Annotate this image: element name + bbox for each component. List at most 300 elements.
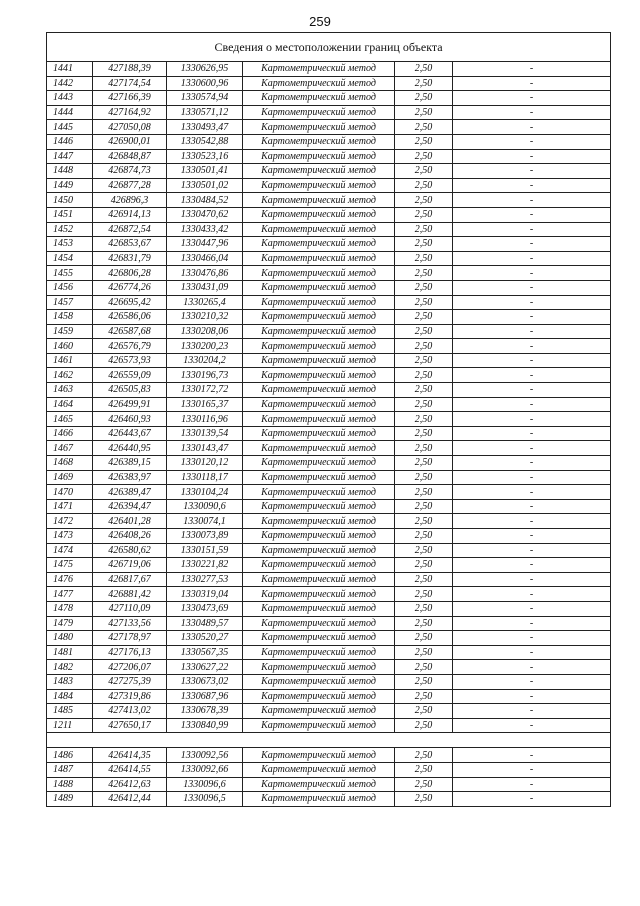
method-cell: Картометрический метод [243, 310, 395, 325]
x-coordinate-cell: 426559,09 [93, 368, 167, 383]
accuracy-cell: 2,50 [395, 368, 453, 383]
point-number-cell: 1458 [47, 310, 93, 325]
method-cell: Картометрический метод [243, 222, 395, 237]
accuracy-cell: 2,50 [395, 543, 453, 558]
description-cell: - [453, 689, 611, 704]
accuracy-cell: 2,50 [395, 105, 453, 120]
accuracy-cell: 2,50 [395, 792, 453, 807]
x-coordinate-cell: 426414,55 [93, 762, 167, 777]
method-cell: Картометрический метод [243, 660, 395, 675]
accuracy-cell: 2,50 [395, 631, 453, 646]
x-coordinate-cell: 427650,17 [93, 718, 167, 733]
description-cell: - [453, 266, 611, 281]
method-cell: Картометрический метод [243, 470, 395, 485]
x-coordinate-cell: 426505,83 [93, 383, 167, 398]
point-number-cell: 1484 [47, 689, 93, 704]
point-number-cell: 1485 [47, 704, 93, 719]
table-row [47, 164, 611, 179]
accuracy-cell: 2,50 [395, 134, 453, 149]
description-cell: - [453, 777, 611, 792]
description-cell: - [453, 178, 611, 193]
x-coordinate-cell: 427319,86 [93, 689, 167, 704]
method-cell: Картометрический метод [243, 485, 395, 500]
method-cell: Картометрический метод [243, 426, 395, 441]
accuracy-cell: 2,50 [395, 149, 453, 164]
description-cell: - [453, 412, 611, 427]
description-cell: - [453, 324, 611, 339]
y-coordinate-cell: 1330116,96 [167, 412, 243, 427]
description-cell: - [453, 587, 611, 602]
y-coordinate-cell: 1330466,04 [167, 251, 243, 266]
point-number-cell: 1476 [47, 572, 93, 587]
table-row [47, 266, 611, 281]
x-coordinate-cell: 427110,09 [93, 601, 167, 616]
y-coordinate-cell: 1330096,6 [167, 777, 243, 792]
point-number-cell: 1486 [47, 748, 93, 763]
table-row [47, 704, 611, 719]
table-row [47, 616, 611, 631]
method-cell: Картометрический метод [243, 149, 395, 164]
x-coordinate-cell: 426872,54 [93, 222, 167, 237]
y-coordinate-cell: 1330673,02 [167, 674, 243, 689]
x-coordinate-cell: 427166,39 [93, 91, 167, 106]
accuracy-cell: 2,50 [395, 426, 453, 441]
point-number-cell: 1443 [47, 91, 93, 106]
description-cell: - [453, 353, 611, 368]
method-cell: Картометрический метод [243, 645, 395, 660]
method-cell: Картометрический метод [243, 499, 395, 514]
description-cell: - [453, 616, 611, 631]
description-cell: - [453, 149, 611, 164]
point-number-cell: 1477 [47, 587, 93, 602]
table-row [47, 397, 611, 412]
accuracy-cell: 2,50 [395, 266, 453, 281]
point-number-cell: 1449 [47, 178, 93, 193]
table-row [47, 441, 611, 456]
point-number-cell: 1453 [47, 237, 93, 252]
y-coordinate-cell: 1330196,73 [167, 368, 243, 383]
accuracy-cell: 2,50 [395, 572, 453, 587]
method-cell: Картометрический метод [243, 748, 395, 763]
description-cell: - [453, 120, 611, 135]
y-coordinate-cell: 1330172,72 [167, 383, 243, 398]
method-cell: Картометрический метод [243, 762, 395, 777]
method-cell: Картометрический метод [243, 616, 395, 631]
accuracy-cell: 2,50 [395, 674, 453, 689]
table-row [47, 499, 611, 514]
accuracy-cell: 2,50 [395, 280, 453, 295]
point-number-cell: 1459 [47, 324, 93, 339]
y-coordinate-cell: 1330473,69 [167, 601, 243, 616]
x-coordinate-cell: 426394,47 [93, 499, 167, 514]
x-coordinate-cell: 426900,01 [93, 134, 167, 149]
description-cell: - [453, 499, 611, 514]
x-coordinate-cell: 426586,06 [93, 310, 167, 325]
point-number-cell: 1442 [47, 76, 93, 91]
x-coordinate-cell: 426881,42 [93, 587, 167, 602]
accuracy-cell: 2,50 [395, 383, 453, 398]
y-coordinate-cell: 1330687,96 [167, 689, 243, 704]
accuracy-cell: 2,50 [395, 310, 453, 325]
point-number-cell: 1472 [47, 514, 93, 529]
point-number-cell: 1457 [47, 295, 93, 310]
description-cell: - [453, 470, 611, 485]
description-cell: - [453, 572, 611, 587]
accuracy-cell: 2,50 [395, 412, 453, 427]
point-number-cell: 1452 [47, 222, 93, 237]
y-coordinate-cell: 1330542,88 [167, 134, 243, 149]
method-cell: Картометрический метод [243, 62, 395, 77]
method-cell: Картометрический метод [243, 397, 395, 412]
description-cell: - [453, 383, 611, 398]
y-coordinate-cell: 1330484,52 [167, 193, 243, 208]
method-cell: Картометрический метод [243, 266, 395, 281]
accuracy-cell: 2,50 [395, 339, 453, 354]
x-coordinate-cell: 426412,44 [93, 792, 167, 807]
table-row [47, 193, 611, 208]
y-coordinate-cell: 1330476,86 [167, 266, 243, 281]
y-coordinate-cell: 1330208,06 [167, 324, 243, 339]
table-row [47, 120, 611, 135]
point-number-cell: 1468 [47, 456, 93, 471]
y-coordinate-cell: 1330520,27 [167, 631, 243, 646]
y-coordinate-cell: 1330431,09 [167, 280, 243, 295]
x-coordinate-cell: 426695,42 [93, 295, 167, 310]
description-cell: - [453, 514, 611, 529]
x-coordinate-cell: 426414,35 [93, 748, 167, 763]
description-cell: - [453, 76, 611, 91]
point-number-cell: 1446 [47, 134, 93, 149]
table-row [47, 529, 611, 544]
method-cell: Картометрический метод [243, 587, 395, 602]
table-row [47, 572, 611, 587]
point-number-cell: 1489 [47, 792, 93, 807]
table-row [47, 105, 611, 120]
accuracy-cell: 2,50 [395, 193, 453, 208]
description-cell: - [453, 704, 611, 719]
method-cell: Картометрический метод [243, 674, 395, 689]
x-coordinate-cell: 426408,26 [93, 529, 167, 544]
accuracy-cell: 2,50 [395, 718, 453, 733]
method-cell: Картометрический метод [243, 572, 395, 587]
method-cell: Картометрический метод [243, 792, 395, 807]
x-coordinate-cell: 426874,73 [93, 164, 167, 179]
y-coordinate-cell: 1330165,37 [167, 397, 243, 412]
y-coordinate-cell: 1330470,62 [167, 207, 243, 222]
y-coordinate-cell: 1330319,04 [167, 587, 243, 602]
accuracy-cell: 2,50 [395, 499, 453, 514]
point-number-cell: 1480 [47, 631, 93, 646]
point-number-cell: 1475 [47, 558, 93, 573]
table-row [47, 178, 611, 193]
point-number-cell: 1447 [47, 149, 93, 164]
accuracy-cell: 2,50 [395, 76, 453, 91]
table-row [47, 339, 611, 354]
table-row [47, 587, 611, 602]
accuracy-cell: 2,50 [395, 558, 453, 573]
method-cell: Картометрический метод [243, 383, 395, 398]
x-coordinate-cell: 426499,91 [93, 397, 167, 412]
point-number-cell: 1456 [47, 280, 93, 295]
method-cell: Картометрический метод [243, 105, 395, 120]
description-cell: - [453, 339, 611, 354]
description-cell: - [453, 748, 611, 763]
method-cell: Картометрический метод [243, 207, 395, 222]
table-row [47, 91, 611, 106]
description-cell: - [453, 792, 611, 807]
table-row [47, 62, 611, 77]
accuracy-cell: 2,50 [395, 587, 453, 602]
y-coordinate-cell: 1330104,24 [167, 485, 243, 500]
method-cell: Картометрический метод [243, 295, 395, 310]
accuracy-cell: 2,50 [395, 397, 453, 412]
x-coordinate-cell: 427164,92 [93, 105, 167, 120]
table-row [47, 470, 611, 485]
y-coordinate-cell: 1330493,47 [167, 120, 243, 135]
table-row [47, 558, 611, 573]
page-number: 259 [309, 14, 331, 29]
x-coordinate-cell: 426853,67 [93, 237, 167, 252]
y-coordinate-cell: 1330678,39 [167, 704, 243, 719]
method-cell: Картометрический метод [243, 601, 395, 616]
x-coordinate-cell: 426774,26 [93, 280, 167, 295]
table-row [47, 295, 611, 310]
description-cell: - [453, 397, 611, 412]
point-number-cell: 1471 [47, 499, 93, 514]
table-row [47, 324, 611, 339]
x-coordinate-cell: 426580,62 [93, 543, 167, 558]
point-number-cell: 1466 [47, 426, 93, 441]
point-number-cell: 1488 [47, 777, 93, 792]
x-coordinate-cell: 427050,08 [93, 120, 167, 135]
accuracy-cell: 2,50 [395, 470, 453, 485]
x-coordinate-cell: 427174,54 [93, 76, 167, 91]
point-number-cell: 1483 [47, 674, 93, 689]
method-cell: Картометрический метод [243, 456, 395, 471]
table-row [47, 485, 611, 500]
table-row [47, 134, 611, 149]
y-coordinate-cell: 1330600,96 [167, 76, 243, 91]
description-cell: - [453, 62, 611, 77]
method-cell: Картометрический метод [243, 412, 395, 427]
description-cell: - [453, 601, 611, 616]
point-number-cell: 1445 [47, 120, 93, 135]
description-cell: - [453, 310, 611, 325]
x-coordinate-cell: 426877,28 [93, 178, 167, 193]
y-coordinate-cell: 1330277,53 [167, 572, 243, 587]
point-number-cell: 1482 [47, 660, 93, 675]
description-cell: - [453, 251, 611, 266]
accuracy-cell: 2,50 [395, 689, 453, 704]
x-coordinate-cell: 427176,13 [93, 645, 167, 660]
y-coordinate-cell: 1330221,82 [167, 558, 243, 573]
y-coordinate-cell: 1330501,02 [167, 178, 243, 193]
accuracy-cell: 2,50 [395, 748, 453, 763]
accuracy-cell: 2,50 [395, 353, 453, 368]
method-cell: Картометрический метод [243, 134, 395, 149]
x-coordinate-cell: 427413,02 [93, 704, 167, 719]
y-coordinate-cell: 1330090,6 [167, 499, 243, 514]
accuracy-cell: 2,50 [395, 324, 453, 339]
group-separator-row [47, 733, 611, 748]
y-coordinate-cell: 1330265,4 [167, 295, 243, 310]
accuracy-cell: 2,50 [395, 62, 453, 77]
table-row [47, 689, 611, 704]
y-coordinate-cell: 1330840,99 [167, 718, 243, 733]
x-coordinate-cell: 426460,93 [93, 412, 167, 427]
x-coordinate-cell: 426806,28 [93, 266, 167, 281]
description-cell: - [453, 441, 611, 456]
point-number-cell: 1463 [47, 383, 93, 398]
method-cell: Картометрический метод [243, 777, 395, 792]
x-coordinate-cell: 426587,68 [93, 324, 167, 339]
method-cell: Картометрический метод [243, 718, 395, 733]
point-number-cell: 1441 [47, 62, 93, 77]
y-coordinate-cell: 1330073,89 [167, 529, 243, 544]
x-coordinate-cell: 426719,06 [93, 558, 167, 573]
table-row [47, 149, 611, 164]
table-row [47, 251, 611, 266]
x-coordinate-cell: 427206,07 [93, 660, 167, 675]
accuracy-cell: 2,50 [395, 704, 453, 719]
description-cell: - [453, 280, 611, 295]
x-coordinate-cell: 426389,15 [93, 456, 167, 471]
y-coordinate-cell: 1330489,57 [167, 616, 243, 631]
accuracy-cell: 2,50 [395, 485, 453, 500]
table-row [47, 543, 611, 558]
accuracy-cell: 2,50 [395, 222, 453, 237]
method-cell: Картометрический метод [243, 353, 395, 368]
table-row [47, 456, 611, 471]
method-cell: Картометрический метод [243, 164, 395, 179]
method-cell: Картометрический метод [243, 441, 395, 456]
x-coordinate-cell: 426383,97 [93, 470, 167, 485]
description-cell: - [453, 631, 611, 646]
description-cell: - [453, 193, 611, 208]
description-cell: - [453, 456, 611, 471]
x-coordinate-cell: 426817,67 [93, 572, 167, 587]
method-cell: Картометрический метод [243, 339, 395, 354]
method-cell: Картометрический метод [243, 324, 395, 339]
accuracy-cell: 2,50 [395, 514, 453, 529]
method-cell: Картометрический метод [243, 558, 395, 573]
x-coordinate-cell: 426412,63 [93, 777, 167, 792]
description-cell: - [453, 674, 611, 689]
point-number-cell: 1454 [47, 251, 93, 266]
description-cell: - [453, 91, 611, 106]
y-coordinate-cell: 1330574,94 [167, 91, 243, 106]
description-cell: - [453, 529, 611, 544]
y-coordinate-cell: 1330210,32 [167, 310, 243, 325]
x-coordinate-cell: 427178,97 [93, 631, 167, 646]
y-coordinate-cell: 1330096,5 [167, 792, 243, 807]
method-cell: Картометрический метод [243, 368, 395, 383]
y-coordinate-cell: 1330204,2 [167, 353, 243, 368]
point-number-cell: 1461 [47, 353, 93, 368]
description-cell: - [453, 237, 611, 252]
point-number-cell: 1481 [47, 645, 93, 660]
description-cell: - [453, 660, 611, 675]
x-coordinate-cell: 426389,47 [93, 485, 167, 500]
table-row [47, 674, 611, 689]
x-coordinate-cell: 427133,56 [93, 616, 167, 631]
point-number-cell: 1469 [47, 470, 93, 485]
point-number-cell: 1451 [47, 207, 93, 222]
accuracy-cell: 2,50 [395, 616, 453, 631]
x-coordinate-cell: 426576,79 [93, 339, 167, 354]
method-cell: Картометрический метод [243, 237, 395, 252]
point-number-cell: 1474 [47, 543, 93, 558]
table-row [47, 748, 611, 763]
description-cell: - [453, 134, 611, 149]
method-cell: Картометрический метод [243, 689, 395, 704]
point-number-cell: 1464 [47, 397, 93, 412]
point-number-cell: 1478 [47, 601, 93, 616]
accuracy-cell: 2,50 [395, 164, 453, 179]
table-row [47, 237, 611, 252]
table-row [47, 777, 611, 792]
y-coordinate-cell: 1330120,12 [167, 456, 243, 471]
method-cell: Картометрический метод [243, 514, 395, 529]
y-coordinate-cell: 1330571,12 [167, 105, 243, 120]
accuracy-cell: 2,50 [395, 91, 453, 106]
description-cell: - [453, 645, 611, 660]
y-coordinate-cell: 1330523,16 [167, 149, 243, 164]
point-number-cell: 1460 [47, 339, 93, 354]
table-row [47, 514, 611, 529]
accuracy-cell: 2,50 [395, 237, 453, 252]
x-coordinate-cell: 426896,3 [93, 193, 167, 208]
accuracy-cell: 2,50 [395, 762, 453, 777]
point-number-cell: 1444 [47, 105, 93, 120]
method-cell: Картометрический метод [243, 529, 395, 544]
description-cell: - [453, 222, 611, 237]
accuracy-cell: 2,50 [395, 529, 453, 544]
accuracy-cell: 2,50 [395, 441, 453, 456]
y-coordinate-cell: 1330139,54 [167, 426, 243, 441]
y-coordinate-cell: 1330501,41 [167, 164, 243, 179]
point-number-cell: 1448 [47, 164, 93, 179]
table-row [47, 207, 611, 222]
accuracy-cell: 2,50 [395, 601, 453, 616]
description-cell: - [453, 762, 611, 777]
x-coordinate-cell: 426573,93 [93, 353, 167, 368]
accuracy-cell: 2,50 [395, 777, 453, 792]
table-row [47, 792, 611, 807]
description-cell: - [453, 558, 611, 573]
table-row [47, 353, 611, 368]
description-cell: - [453, 295, 611, 310]
description-cell: - [453, 543, 611, 558]
method-cell: Картометрический метод [243, 543, 395, 558]
y-coordinate-cell: 1330143,47 [167, 441, 243, 456]
accuracy-cell: 2,50 [395, 660, 453, 675]
group-separator [47, 733, 611, 748]
x-coordinate-cell: 426440,95 [93, 441, 167, 456]
table-row [47, 280, 611, 295]
table-row [47, 412, 611, 427]
point-number-cell: 1467 [47, 441, 93, 456]
table-row [47, 368, 611, 383]
x-coordinate-cell: 426914,13 [93, 207, 167, 222]
method-cell: Картометрический метод [243, 76, 395, 91]
y-coordinate-cell: 1330567,35 [167, 645, 243, 660]
x-coordinate-cell: 426831,79 [93, 251, 167, 266]
y-coordinate-cell: 1330447,96 [167, 237, 243, 252]
x-coordinate-cell: 427188,39 [93, 62, 167, 77]
description-cell: - [453, 718, 611, 733]
y-coordinate-cell: 1330200,23 [167, 339, 243, 354]
